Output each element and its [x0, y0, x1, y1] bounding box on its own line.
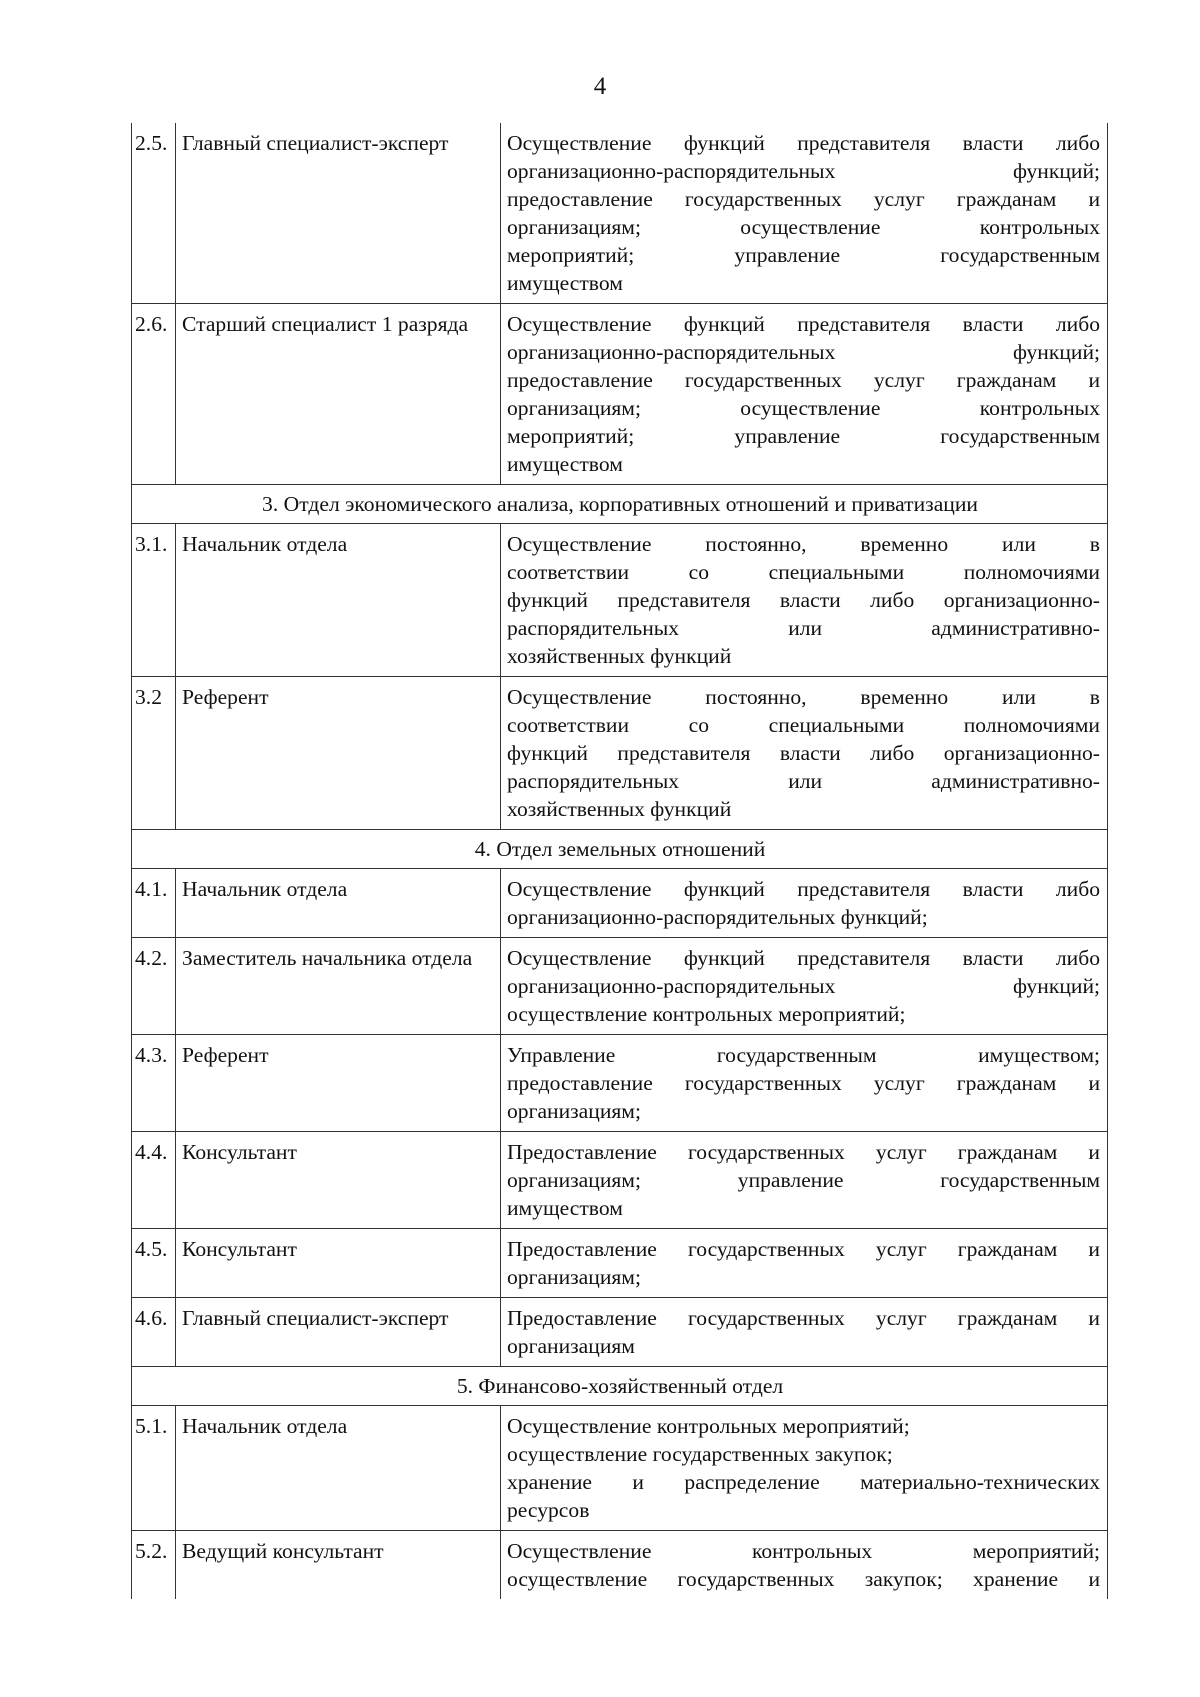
- table-row: [132, 524, 1108, 677]
- section-header-row: [132, 485, 1108, 524]
- position-title: Начальник отдела: [176, 524, 501, 677]
- function-line: организациям; осуществление контрольных: [507, 396, 1100, 420]
- function-line: Осуществление функций представителя власти либо: [507, 312, 1100, 336]
- function-line: организационно-распорядительных функций;: [507, 974, 1100, 998]
- table-row: [132, 123, 1108, 304]
- function-line: Осуществление постоянно, временно или в: [507, 685, 1100, 709]
- position-functions: [501, 1035, 1108, 1132]
- table-row: [132, 1229, 1108, 1298]
- function-line: организациям; осуществление контрольных: [507, 215, 1100, 239]
- position-title: Консультант: [176, 1132, 501, 1229]
- position-title: Начальник отдела: [176, 1406, 501, 1531]
- position-title: Начальник отдела: [176, 869, 501, 938]
- row-number: 4.5.: [132, 1229, 176, 1298]
- function-line: предоставление государственных услуг гражданам и: [507, 187, 1100, 211]
- function-line: имуществом: [507, 452, 623, 476]
- function-line: мероприятий; управление государственным: [507, 424, 1100, 448]
- position-title: Главный специалист-эксперт: [176, 123, 501, 304]
- section-header-row: [132, 830, 1108, 869]
- function-line: осуществление контрольных мероприятий;: [507, 1002, 906, 1026]
- row-number: 4.4.: [132, 1132, 176, 1229]
- function-line: Предоставление государственных услуг гражданам и: [507, 1306, 1100, 1330]
- function-line: Осуществление контрольных мероприятий;: [507, 1414, 910, 1438]
- table-row: [132, 869, 1108, 938]
- table-row: [132, 1298, 1108, 1367]
- section-title: 5. Финансово-хозяйственный отдел: [132, 1367, 1108, 1406]
- section-header-row: [132, 1367, 1108, 1406]
- position-functions: [501, 869, 1108, 938]
- position-functions: [501, 1406, 1108, 1531]
- function-line: хозяйственных функций: [507, 797, 732, 821]
- function-line: Осуществление функций представителя власти либо: [507, 131, 1100, 155]
- function-line: осуществление государственных закупок;: [507, 1442, 893, 1466]
- row-number: 4.6.: [132, 1298, 176, 1367]
- row-number: 3.1.: [132, 524, 176, 677]
- position-functions: [501, 304, 1108, 485]
- function-line: распорядительных или административно-: [507, 769, 1100, 793]
- table-row: [132, 1035, 1108, 1132]
- function-line: организациям: [507, 1334, 635, 1358]
- position-functions: [501, 123, 1108, 304]
- table-row: [132, 677, 1108, 830]
- function-line: организационно-распорядительных функций;: [507, 905, 928, 929]
- page-number: 4: [593, 73, 607, 100]
- function-line: предоставление государственных услуг гражданам и: [507, 368, 1100, 392]
- position-title: Ведущий консультант: [176, 1531, 501, 1600]
- row-number: 4.3.: [132, 1035, 176, 1132]
- position-title: Референт: [176, 1035, 501, 1132]
- table-row: [132, 938, 1108, 1035]
- function-line: соответствии со специальными полномочиями: [507, 713, 1100, 737]
- position-functions: [501, 938, 1108, 1035]
- function-line: Осуществление постоянно, временно или в: [507, 532, 1100, 556]
- table-row: [132, 1132, 1108, 1229]
- function-line: организационно-распорядительных функций;: [507, 340, 1100, 364]
- function-line: ресурсов: [507, 1498, 590, 1522]
- table-row: [132, 304, 1108, 485]
- table-row: [132, 1406, 1108, 1531]
- row-number: 4.1.: [132, 869, 176, 938]
- row-number: 3.2: [132, 677, 176, 830]
- row-number: 2.6.: [132, 304, 176, 485]
- position-title: Заместитель начальника отдела: [176, 938, 501, 1035]
- function-line: Осуществление контрольных мероприятий;: [507, 1539, 1100, 1563]
- section-title: 3. Отдел экономического анализа, корпоративных отношений и приватизации: [132, 485, 1108, 524]
- table-row: [132, 1531, 1108, 1600]
- function-line: осуществление государственных закупок; хранение и: [507, 1567, 1100, 1591]
- function-line: организациям;: [507, 1099, 641, 1123]
- function-line: организациям; управление государственным: [507, 1168, 1100, 1192]
- function-line: имуществом: [507, 1196, 623, 1220]
- position-title: Консультант: [176, 1229, 501, 1298]
- function-line: Предоставление государственных услуг гражданам и: [507, 1237, 1100, 1261]
- position-functions: [501, 1229, 1108, 1298]
- positions-table-body: [132, 123, 1108, 1599]
- function-line: Управление государственным имуществом;: [507, 1043, 1100, 1067]
- position-functions: [501, 677, 1108, 830]
- function-line: хозяйственных функций: [507, 644, 732, 668]
- position-title: Старший специалист 1 разряда: [176, 304, 501, 485]
- function-line: мероприятий; управление государственным: [507, 243, 1100, 267]
- function-line: функций представителя власти либо организационно-: [507, 588, 1100, 612]
- position-functions: [501, 1132, 1108, 1229]
- section-title: 4. Отдел земельных отношений: [132, 830, 1108, 869]
- positions-table: [131, 123, 1108, 1599]
- row-number: 4.2.: [132, 938, 176, 1035]
- function-line: Осуществление функций представителя власти либо: [507, 877, 1100, 901]
- position-title: Референт: [176, 677, 501, 830]
- position-title: Главный специалист-эксперт: [176, 1298, 501, 1367]
- function-line: имуществом: [507, 271, 623, 295]
- row-number: 5.1.: [132, 1406, 176, 1531]
- function-line: распорядительных или административно-: [507, 616, 1100, 640]
- row-number: 5.2.: [132, 1531, 176, 1600]
- position-functions: [501, 1531, 1108, 1600]
- function-line: Предоставление государственных услуг гражданам и: [507, 1140, 1100, 1164]
- function-line: соответствии со специальными полномочиями: [507, 560, 1100, 584]
- position-functions: [501, 1298, 1108, 1367]
- row-number: 2.5.: [132, 123, 176, 304]
- function-line: организационно-распорядительных функций;: [507, 159, 1100, 183]
- position-functions: [501, 524, 1108, 677]
- function-line: предоставление государственных услуг гражданам и: [507, 1071, 1100, 1095]
- function-line: Осуществление функций представителя власти либо: [507, 946, 1100, 970]
- function-line: хранение и распределение материально-технических: [507, 1470, 1100, 1494]
- function-line: организациям;: [507, 1265, 641, 1289]
- function-line: функций представителя власти либо организационно-: [507, 741, 1100, 765]
